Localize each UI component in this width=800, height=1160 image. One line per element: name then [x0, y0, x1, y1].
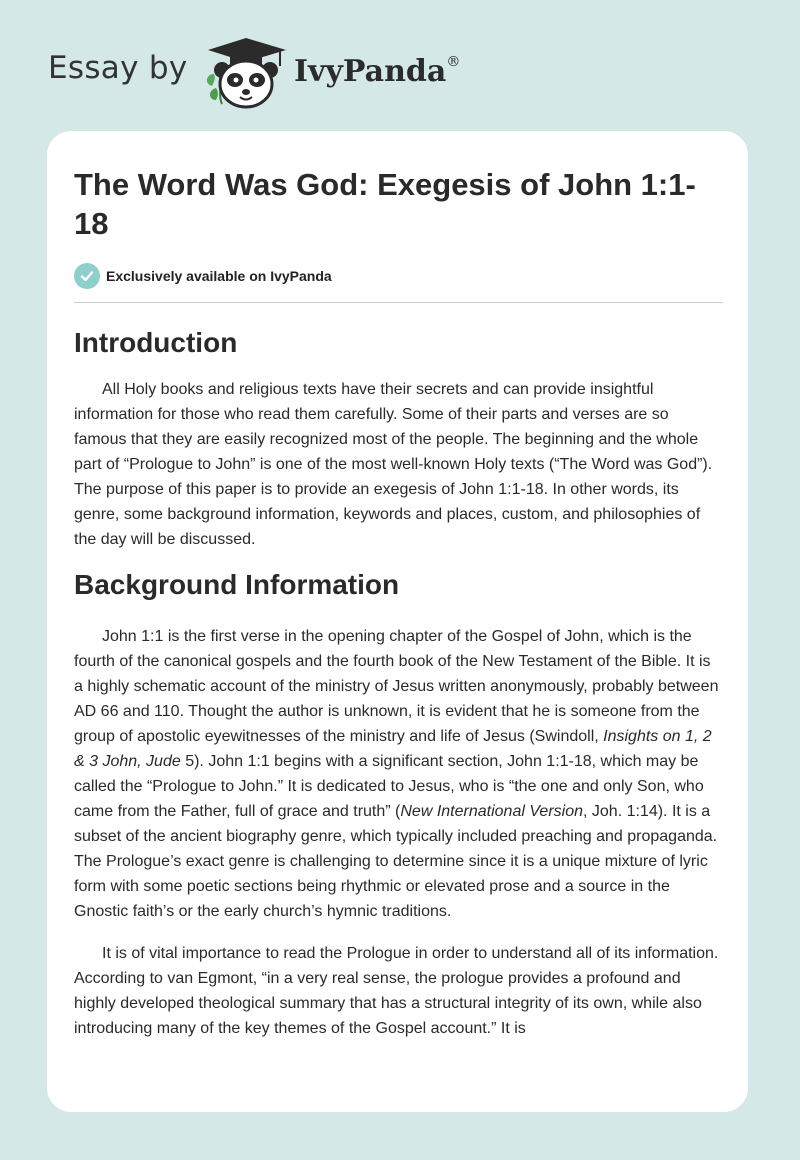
section-heading-background: Background Information [74, 569, 400, 600]
check-icon [74, 263, 100, 289]
brand-name[interactable] [294, 54, 460, 89]
paragraph: It is of vital importance to read the Prologue in order to understand all of its information. According to van Egmont, “in a very real sense, the prologue provides a profound and highly developed theological summary that has a structural integrity of its own, while also introducing many of the key themes of the Gospel account.” It is [74, 945, 719, 1037]
divider [74, 302, 723, 303]
site-header [0, 0, 800, 130]
page-title: The Word Was God: Exegesis of John 1:1-18 [74, 167, 696, 241]
citation-title: Insights on 1, 2 & 3 John, Jude [74, 728, 712, 770]
section-heading-introduction: Introduction [74, 327, 238, 358]
brand-text: IvyPanda [294, 54, 447, 89]
citation-title: New International Version [400, 803, 583, 820]
paragraph-text: , Joh. 1:14). It is a subset of the ancient biography genre, which typically included preaching and propaganda. The Prologue’s exact genre is challenging to determine since it is a unique mixture of lyric form with some poetic sections being rhythmic or elevated prose and a source in the Gnostic faith’s or the early church’s hymnic traditions. [74, 803, 718, 920]
article-body [74, 321, 723, 1041]
paragraph-text: John 1:1 is the first verse in the opening chapter of the Gospel of John, which is the fourth of the canonical gospels and the fourth book of the New Testament of the Bible. It is a highly schematic account of the ministry of Jesus written anonymously, probably between AD 66 and 110. Thought the author is unknown, it is evident that he is someone from the group of apostolic eyewitnesses of the ministry and life of Jesus (Swindoll, [74, 628, 719, 745]
essay-by-label: Essay by [48, 50, 188, 86]
essay-card [47, 131, 748, 1112]
exclusive-badge [74, 263, 332, 289]
paragraph: All Holy books and religious texts have their secrets and can provide insightful information for those who read them carefully. Some of their parts and verses are so famous that they are easily recognized most of the people. The beginning and the whole part of “Prologue to John” is one of the most well-known Holy texts (“The Word was God”). The purpose of this paper is to provide an exegesis of John 1:1-18. In other words, its genre, some background information, keywords and places, custom, and philosophies of the day will be discussed. [74, 381, 713, 548]
ivypanda-panda-logo-icon[interactable] [200, 34, 290, 110]
badge-label: Exclusively available on IvyPanda [106, 268, 332, 284]
paragraph [74, 624, 723, 924]
registered-mark: ® [446, 54, 461, 70]
paragraph-text: 5). John 1:1 begins with a significant section, John 1:1-18, which may be called the “Prologue to John.” It is dedicated to Jesus, who is “the one and only Son, who came from the Father, full of grace and truth” ( [74, 753, 704, 820]
